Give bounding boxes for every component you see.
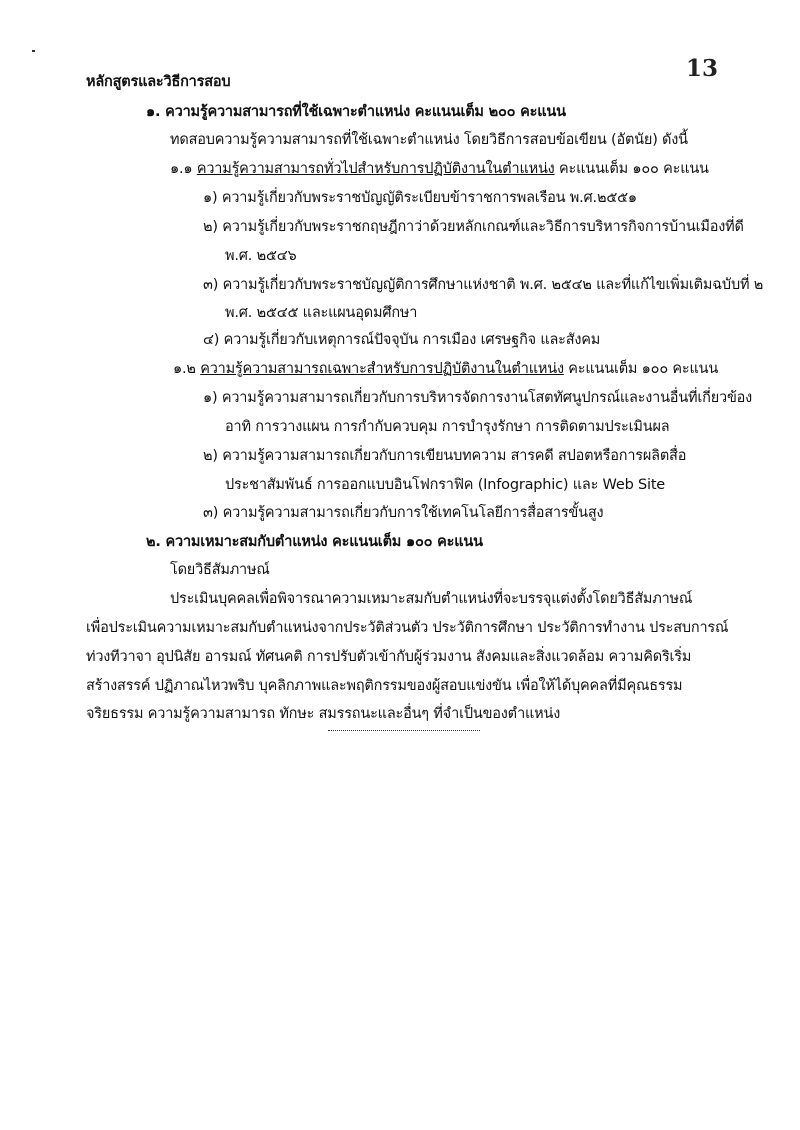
page-heading: หลักสูตรและวิธีการสอบ <box>86 74 231 90</box>
sub1-number: ๑.๑ <box>170 161 193 177</box>
sub1-heading <box>170 159 709 179</box>
section2-title: ๒. ความเหมาะสมกับตำแหน่ง คะแนนเต็ม ๑๐๐ คะแนน <box>146 534 483 550</box>
sub1-item-continuation: พ.ศ. ๒๕๔๖ <box>225 248 297 264</box>
scan-speck <box>32 50 35 52</box>
page-number: 13 <box>686 55 719 82</box>
sub1-item-continuation: พ.ศ. ๒๕๔๕ และแผนอุดมศึกษา <box>225 305 418 321</box>
sub2-number: ๑.๒ <box>173 361 196 377</box>
sub2-item: ๓) ความรู้ความสามารถเกี่ยวกับการใช้เทคโนโลยีการสื่อสารขั้นสูง <box>203 505 604 521</box>
sub1-item: ๓) ความรู้เกี่ยวกับพระราชบัญญัติการศึกษาแห่งชาติ พ.ศ. ๒๕๔๒ และที่แก้ไขเพิ่มเติมฉบับที่ ๒ <box>203 277 764 293</box>
paragraph-line: เพื่อประเมินความเหมาะสมกับตำแหน่งจากประวัติส่วนตัว ประวัติการศึกษา ประวัติการทำงาน ประสบการณ์ <box>86 620 729 636</box>
end-separator <box>328 730 480 731</box>
sub2-score: คะแนนเต็ม ๑๐๐ คะแนน <box>568 361 719 377</box>
paragraph-line: จริยธรรม ความรู้ความสามารถ ทักษะ สมรรถนะและอื่นๆ ที่จำเป็นของตำแหน่ง <box>86 706 561 722</box>
section1-title: ๑. ความรู้ความสามารถที่ใช้เฉพาะตำแหน่ง คะแนนเต็ม ๒๐๐ คะแนน <box>146 104 566 120</box>
sub2-item: ๒) ความรู้ความสามารถเกี่ยวกับการเขียนบทความ สารคดี สปอตหรือการผลิตสื่อ <box>203 448 687 464</box>
sub2-item-continuation: ประชาสัมพันธ์ การออกแบบอินโฟกราฟิค (Infographic) และ Web Site <box>225 477 666 493</box>
sub1-score: คะแนนเต็ม ๑๐๐ คะแนน <box>559 161 709 177</box>
sub1-item: ๔) ความรู้เกี่ยวกับเหตุการณ์ปัจจุบัน การเมือง เศรษฐกิจ และสังคม <box>203 332 601 348</box>
sub2-heading <box>173 359 718 379</box>
sub2-item: ๑) ความรู้ความสามารถเกี่ยวกับการบริหารจัดการงานโสตทัศนูปกรณ์และงานอื่นที่เกี่ยวข้อง <box>203 390 753 406</box>
section2-method: โดยวิธีสัมภาษณ์ <box>170 562 270 578</box>
paragraph-line: ประเมินบุคคลเพื่อพิจารณาความเหมาะสมกับตำแหน่งที่จะบรรจุแต่งตั้งโดยวิธีสัมภาษณ์ <box>170 591 693 607</box>
paragraph-line: ท่วงทีวาจา อุปนิสัย อารมณ์ ทัศนคติ การปรับตัวเข้ากับผู้ร่วมงาน สังคมและสิ่งแวดล้อม ความคิดริเริ่ม <box>86 649 692 665</box>
sub2-title: ความรู้ความสามารถเฉพาะสำหรับการปฏิบัติงานในตำแหน่ง <box>200 361 564 377</box>
sub1-title: ความรู้ความสามารถทั่วไปสำหรับการปฏิบัติงานในตำแหน่ง <box>196 161 555 177</box>
sub1-item: ๒) ความรู้เกี่ยวกับพระราชกฤษฎีกาว่าด้วยหลักเกณฑ์และวิธีการบริหารกิจการบ้านเมืองที่ดี <box>203 219 744 235</box>
paragraph-line: สร้างสรรค์ ปฏิภาณไหวพริบ บุคลิกภาพและพฤติกรรมของผู้สอบแข่งขัน เพื่อให้ได้บุคคลที่มีคุณธรรม <box>86 678 683 694</box>
sub1-item: ๑) ความรู้เกี่ยวกับพระราชบัญญัติระเบียบข้าราชการพลเรือน พ.ศ.๒๕๕๑ <box>203 190 637 206</box>
section1-intro: ทดสอบความรู้ความสามารถที่ใช้เฉพาะตำแหน่ง โดยวิธีการสอบข้อเขียน (อัตนัย) ดังนี้ <box>170 132 688 148</box>
sub2-item-continuation: อาทิ การวางแผน การกำกับควบคุม การบำรุงรักษา การติดตามประเมินผล <box>225 419 670 435</box>
